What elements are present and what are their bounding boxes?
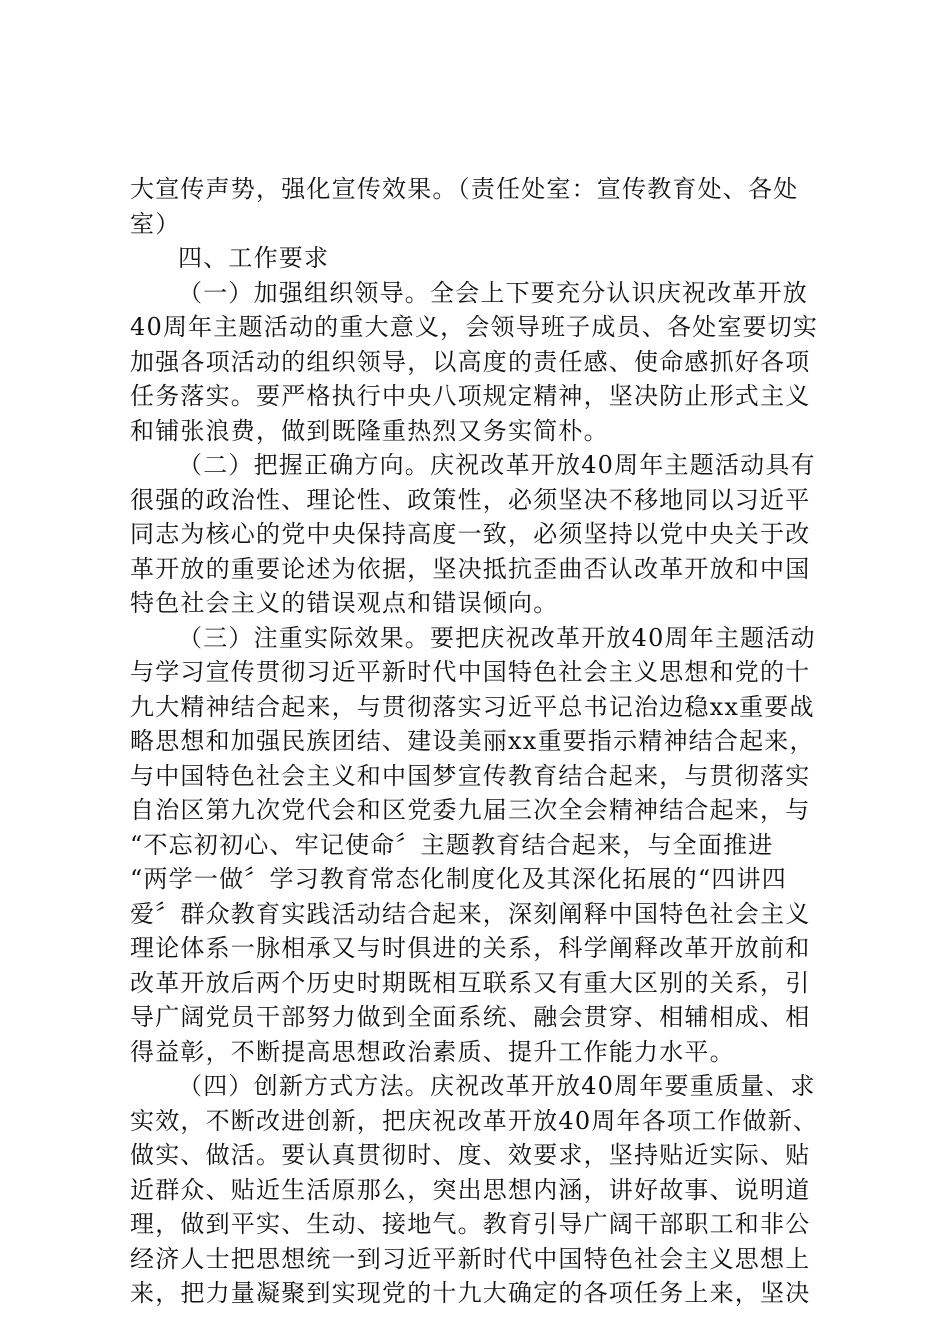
text-line: 与学习宣传贯彻习近平新时代中国特色社会主义思想和党的十 [130,658,811,686]
text-line: “两学一做〞学习教育常态化制度化及其深化拓展的“四讲四 [130,865,787,893]
text-line: 加强各项活动的组织领导，以高度的责任感、使命感抓好各项 [130,347,811,376]
text-line: 和铺张浪费，做到既隆重热烈又务实简朴。 [130,416,609,445]
text-line: 九大精神结合起来，与贯彻落实习近平总书记治边稳xx重要战 [130,692,815,721]
text-line: （三）注重实际效果。要把庆祝改革开放40周年主题活动 [178,623,816,652]
text-line: 改革开放后两个历史时期既相互联系又有重大区别的关系，引 [130,968,811,997]
text-line: 40周年主题活动的重大意义，会领导班子成员、各处室要切实 [130,313,819,341]
text-line: 大宣传声势，强化宣传效果。（责任处室：宣传教育处、各处 [130,175,799,203]
document-body-text [130,172,830,1311]
text-line: 经济人士把思想统一到习近平新时代中国特色社会主义思想上 [130,1244,811,1273]
text-line: 任务落实。要严格执行中央八项规定精神，坚决防止形式主义 [130,382,811,410]
text-line: （一）加强组织领导。全会上下要充分认识庆祝改革开放 [178,278,808,307]
text-line: 很强的政治性、理论性、政策性，必须坚决不移地同以习近平 [130,485,811,514]
text-line: （二）把握正确方向。庆祝改革开放40周年主题活动具有 [178,451,816,479]
text-line: 来，把力量凝聚到实现党的十九大确定的各项任务上来，坚决 [130,1279,811,1307]
text-line: 与中国特色社会主义和中国梦宣传教育结合起来，与贯彻落实 [130,761,811,790]
text-line: 革开放的重要论述为依据，坚决抵抗歪曲否认改革开放和中国 [130,554,811,583]
text-line: 爱〞群众教育实践活动结合起来，深刻阐释中国特色社会主义 [130,899,811,928]
text-line: 做实、做活。要认真贯彻时、度、效要求，坚持贴近实际、贴 [130,1141,811,1169]
text-line: 四、工作要求 [178,244,330,272]
text-line: “不忘初初心、牢记使命〞主题教育结合起来，与全面推进 [130,830,774,859]
text-line: 同志为核心的党中央保持高度一致，必须坚持以党中央关于改 [130,520,811,548]
text-line: 自治区第九次党代会和区党委九届三次全会精神结合起来，与 [130,796,811,824]
text-line: 实效，不断改进创新，把庆祝改革开放40周年各项工作做新、 [130,1106,819,1135]
text-line: 特色社会主义的错误观点和错误倾向。 [130,589,559,617]
text-line: 略思想和加强民族团结、建设美丽xx重要指示精神结合起来， [130,727,815,755]
text-line: 理论体系一脉相承又与时俱进的关系，科学阐释改革开放前和 [130,934,811,962]
text-line: 得益彰，不断提高思想政治素质、提升工作能力水平。 [130,1037,735,1066]
text-line: 室） [130,209,181,238]
text-line: 导广阔党员干部努力做到全面系统、融会贯穿、相辅相成、相 [130,1003,811,1031]
text-line: （四）创新方式方法。庆祝改革开放40周年要重质量、求 [178,1072,816,1100]
text-line: 理，做到平实、生动、接地气。教育引导广阔干部职工和非公 [130,1210,811,1238]
text-line: 近群众、贴近生活原那么，突出思想内涵，讲好故事、说明道 [130,1175,811,1204]
